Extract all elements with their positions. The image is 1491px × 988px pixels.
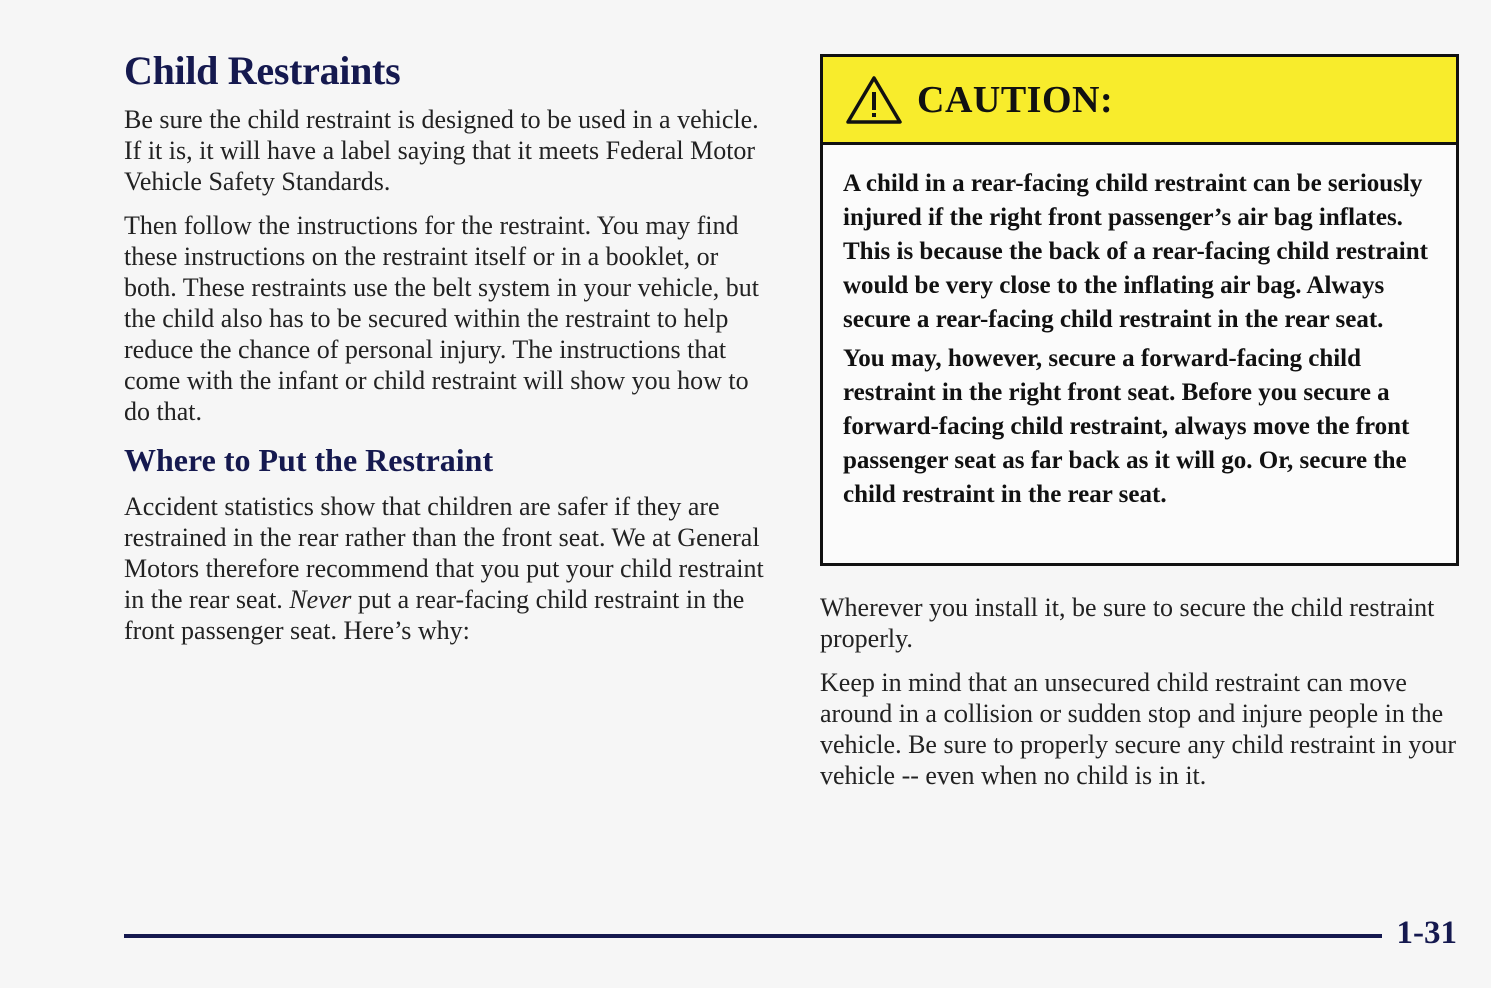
warning-triangle-icon bbox=[845, 75, 903, 125]
intro-paragraph: Be sure the child restraint is designed to be used in a vehicle. If it is, it will have a label saying that it meets Federal Motor Vehicle Safety Standards. bbox=[124, 105, 759, 196]
page-title: Child Restraints bbox=[124, 48, 401, 93]
caution-paragraph-forward-facing: You may, however, secure a forward-facing child restraint in the right front seat. Before you secure a forward-facing child restraint, always move the front passenger seat as far back as it will go. Or, secure the child restraint in the rear seat. bbox=[843, 345, 1410, 508]
left-column bbox=[124, 48, 774, 659]
caution-box bbox=[820, 54, 1459, 566]
statistics-text-start: Accident statistics show that children are safer if they are restrained in the rear rather than the front seat. We at General Motors therefore recommend that you put your child restraint in the rear seat. bbox=[124, 492, 764, 614]
instructions-paragraph: Then follow the instructions for the restraint. You may find these instructions on the restraint itself or in a booklet, or both. These restraints use the belt system in your vehicle, but the child also has to be secured within the restraint to help reduce the chance of personal injury. The instructions that come with the infant or child restraint will show you how to do that. bbox=[124, 211, 759, 426]
install-paragraph: Wherever you install it, be sure to secure the child restraint properly. bbox=[820, 593, 1435, 653]
caution-paragraph-rear-facing: A child in a rear-facing child restraint can be seriously injured if the right front passenger’s air bag inflates. This is because the back of a rear-facing child restraint would be very close to the inflating air bag. Always secure a rear-facing child restraint in the rear seat. bbox=[843, 170, 1428, 333]
unsecured-paragraph: Keep in mind that an unsecured child restraint can move around in a collision or sudden stop and injure people in the vehicle. Be sure to properly secure any child restraint in your vehicle -- even when no child is in it. bbox=[820, 668, 1457, 790]
section-heading: Where to Put the Restraint bbox=[124, 442, 494, 478]
caution-header bbox=[823, 57, 1456, 145]
footer-rule bbox=[124, 934, 1382, 938]
page-number: 1-31 bbox=[1396, 915, 1457, 951]
statistics-paragraph bbox=[124, 491, 774, 646]
right-text bbox=[820, 592, 1465, 791]
right-column bbox=[820, 54, 1465, 804]
caution-title: CAUTION: bbox=[917, 78, 1114, 121]
statistics-text-end: put a rear-facing child restraint in the front passenger seat. Here’s why: bbox=[124, 585, 745, 645]
caution-body bbox=[823, 145, 1456, 512]
never-emphasis: Never bbox=[289, 585, 352, 614]
